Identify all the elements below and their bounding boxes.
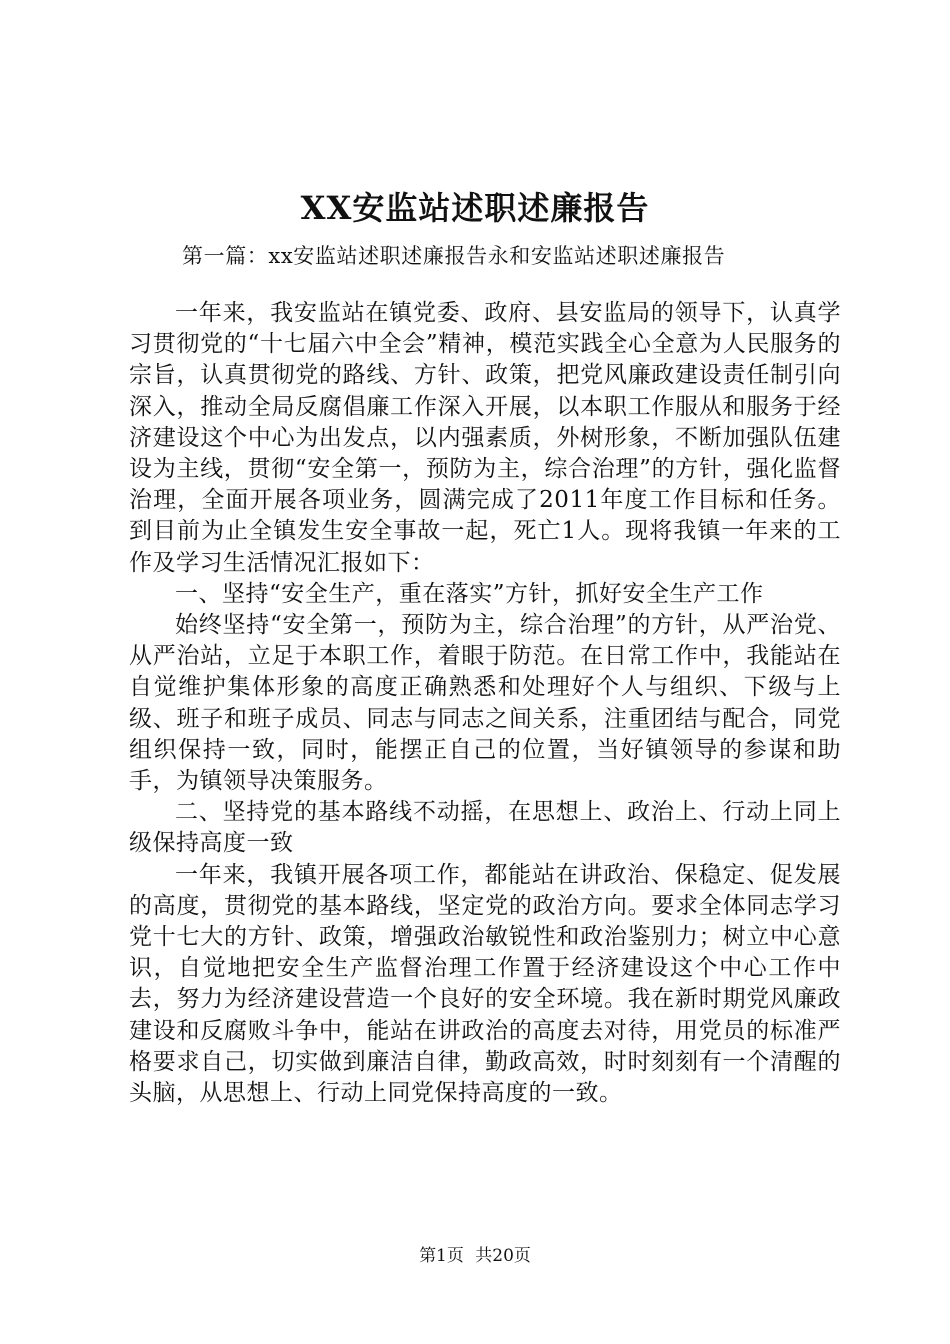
section-heading-2: 二、坚持党的基本路线不动摇，在思想上、政治上、行动上同上级保持高度一致 bbox=[129, 799, 841, 857]
body-paragraph-1: 一年来，我安监站在镇党委、政府、县安监局的领导下，认真学习贯彻党的“十七届六中全会”精神，模范实践全心全意为人民服务的宗旨，认真贯彻党的路线、方针、政策，把党风廉政建设责任制引向深入，推动全局反腐倡廉工作深入开展，以本职工作服从和服务于经济建设这个中心为出发点，以内强素质，外树形象，不断加强队伍建设为主线，贯彻“安全第一，预防为主，综合治理”的方针，强化监督治理，全面开展各项业务，圆满完成了2011年度工作目标和任务。到目前为止全镇发生安全事故一起，死亡1人。现将我镇一年来的工作及学习生活情况汇报如下： bbox=[129, 300, 841, 576]
document-title: XX安监站述职述廉报告 bbox=[300, 189, 650, 227]
page-total: 共20页 bbox=[475, 1246, 531, 1266]
page-number: 第1页 bbox=[419, 1246, 464, 1266]
section-heading-1: 一、坚持“安全生产，重在落实”方针，抓好安全生产工作 bbox=[175, 580, 764, 607]
body-paragraph-3: 一年来，我镇开展各项工作，都能站在讲政治、保稳定、促发展的高度，贯彻党的基本路线，坚定党的政治方向。要求全体同志学习党十七大的方针、政策，增强政治敏锐性和政治鉴别力；树立中心意识，自觉地把安全生产监督治理工作置于经济建设这个中心工作中去，努力为经济建设营造一个良好的安全环境。我在新时期党风廉政建设和反腐败斗争中，能站在讲政治的高度去对待，用党员的标准严格要求自己，切实做到廉洁自律，勤政高效，时时刻刻有一个清醒的头脑，从思想上、行动上同党保持高度的一致。 bbox=[129, 861, 841, 1107]
document-body bbox=[129, 298, 841, 1109]
document-subtitle: 第一篇：xx安监站述职述廉报告永和安监站述职述廉报告 bbox=[182, 244, 726, 268]
page-footer bbox=[0, 1244, 950, 1268]
body-paragraph-2: 始终坚持“安全第一，预防为主，综合治理”的方针，从严治党、从严治站，立足于本职工作，着眼于防范。在日常工作中，我能站在自觉维护集体形象的高度正确熟悉和处理好个人与组织、下级与上级、班子和班子成员、同志与同志之间关系，注重团结与配合，同党组织保持一致，同时，能摆正自己的位置，当好镇领导的参谋和助手，为镇领导决策服务。 bbox=[129, 612, 841, 795]
